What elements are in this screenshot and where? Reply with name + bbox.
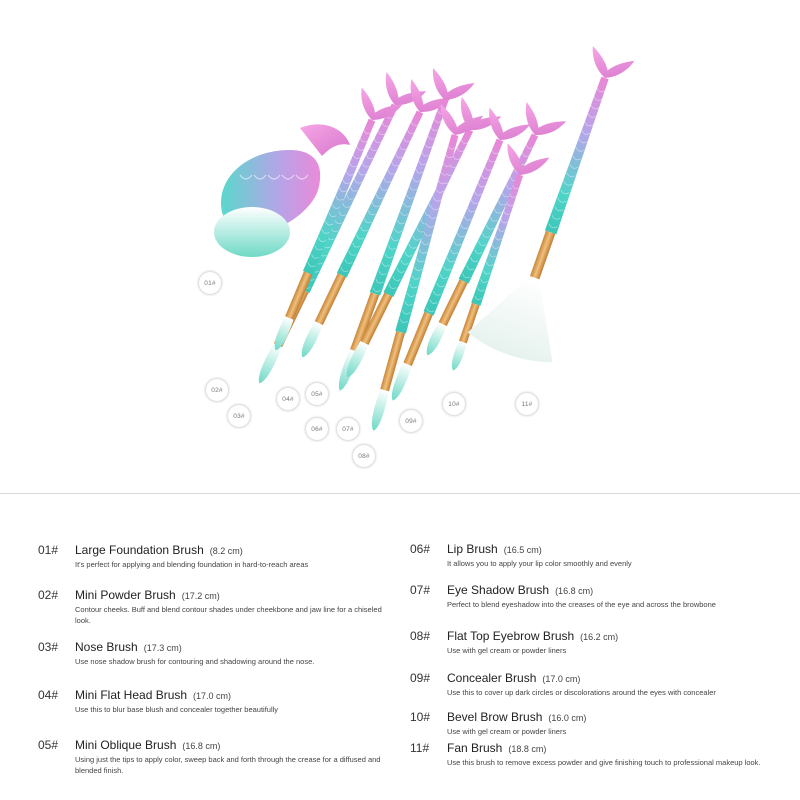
item-size: (17.2 cm) (181, 591, 220, 601)
item-name: Mini Flat Head Brush (17.0 cm) (75, 688, 232, 702)
item-description: Use this to cover up dark circles or discolorations around the eyes with concealer (447, 688, 716, 697)
item-size: (16.8 cm) (555, 586, 594, 596)
item-description: Use nose shadow brush for contouring and shadowing around the nose. (75, 657, 315, 666)
callout-03: 03# (228, 405, 250, 427)
item-name: Lip Brush (16.5 cm) (447, 542, 542, 556)
callout-04: 04# (277, 388, 299, 410)
item-name: Nose Brush (17.3 cm) (75, 640, 182, 654)
item-size: (17.3 cm) (143, 643, 182, 653)
callout-09: 09# (400, 410, 422, 432)
callout-10: 10# (443, 393, 465, 415)
mermaid-brush-shape (465, 39, 656, 370)
item-number: 01# (38, 543, 59, 557)
item-size: (17.0 cm) (542, 674, 581, 684)
item-number: 06# (410, 542, 431, 556)
item-number: 02# (38, 588, 59, 602)
item-number: 08# (410, 629, 431, 643)
item-name: Bevel Brow Brush (16.0 cm) (447, 710, 587, 724)
item-size: (16.8 cm) (182, 741, 221, 751)
callout-06: 06# (306, 418, 328, 440)
item-size: (18.8 cm) (508, 744, 547, 754)
item-number: 04# (38, 688, 59, 702)
item-number: 07# (410, 583, 431, 597)
item-description: Use this to blur base blush and concealer together beautifully (75, 705, 279, 714)
item-name: Eye Shadow Brush (16.8 cm) (447, 583, 594, 597)
item-size: (16.0 cm) (548, 713, 587, 723)
item-description: Perfect to blend eyeshadow into the creases of the eye and across the browbone (447, 600, 716, 609)
item-description: It's perfect for applying and blending foundation in hard-to-reach areas (75, 560, 309, 569)
item-size: (16.2 cm) (580, 632, 619, 642)
callout-05: 05# (306, 383, 328, 405)
item-description: Use with gel cream or powder liners (447, 727, 567, 736)
callout-02: 02# (206, 379, 228, 401)
callout-08: 08# (353, 445, 375, 467)
callout-01: 01# (199, 272, 221, 294)
item-name: Concealer Brush (17.0 cm) (447, 671, 581, 685)
item-name: Large Foundation Brush (8.2 cm) (75, 543, 243, 557)
item-description: Using just the tips to apply color, sweep back and forth through the crease for a diffused and blended finish. (75, 755, 381, 775)
item-description: Use with gel cream or powder liners (447, 646, 567, 655)
item-number: 10# (410, 710, 431, 724)
item-description: Use this brush to remove excess powder and give finishing touch to professional makeup look. (447, 758, 761, 767)
item-size: (17.0 cm) (193, 691, 232, 701)
item-number: 03# (38, 640, 59, 654)
item-name: Flat Top Eyebrow Brush (16.2 cm) (447, 629, 619, 643)
item-description: Contour cheeks. Buff and blend contour shades under cheekbone and jaw line for a chiseled look. (75, 605, 382, 625)
item-description: It allows you to apply your lip color smoothly and evenly (447, 559, 632, 568)
item-number: 09# (410, 671, 431, 685)
callout-07: 07# (337, 418, 359, 440)
item-name: Mini Oblique Brush (16.8 cm) (75, 738, 221, 752)
item-number: 05# (38, 738, 59, 752)
section-divider (0, 493, 800, 494)
item-name: Mini Powder Brush (17.2 cm) (75, 588, 220, 602)
callout-11: 11# (516, 393, 538, 415)
item-size: (16.5 cm) (503, 545, 542, 555)
item-number: 11# (410, 741, 430, 755)
item-size: (8.2 cm) (209, 546, 243, 556)
item-name: Fan Brush (18.8 cm) (447, 741, 547, 755)
